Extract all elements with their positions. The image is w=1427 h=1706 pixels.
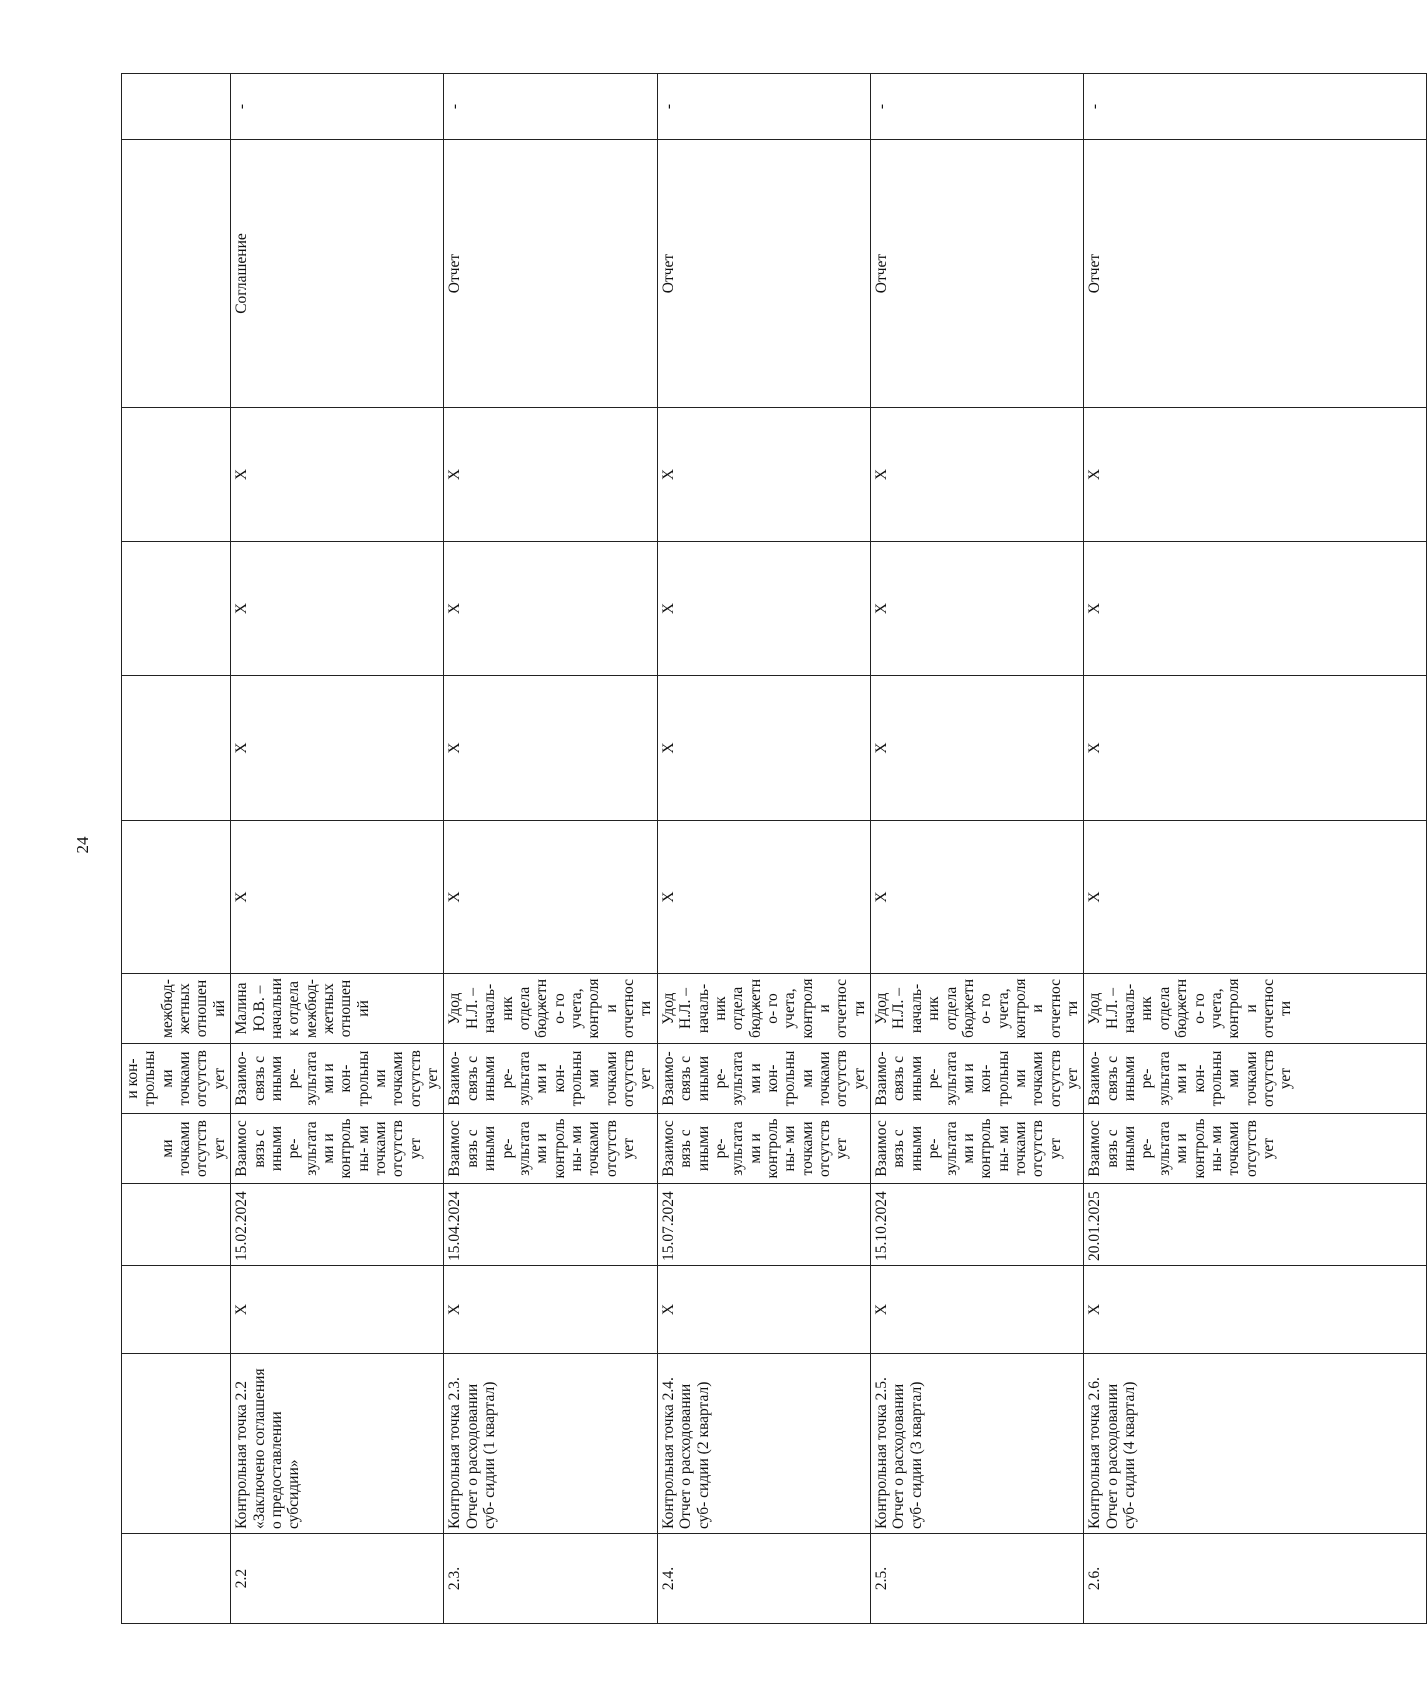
mark-cell: X xyxy=(657,676,870,821)
link-results-cell: Взаимосвязь с иными ре- зультатами и контрольны- ми точками отсутствует xyxy=(231,1114,444,1184)
control-points-table xyxy=(121,73,1427,1624)
mark-cell: X xyxy=(444,1266,657,1354)
mark-cell: X xyxy=(657,1266,870,1354)
mark-cell: X xyxy=(871,1266,1084,1354)
cell-empty xyxy=(122,1266,231,1354)
info-system-cell: - xyxy=(444,74,657,140)
link-results-cell: Взаимосвязь с иными ре- зультатами и контрольны- ми точками отсутствует xyxy=(444,1114,657,1184)
row-number: 2.2 xyxy=(231,1534,444,1624)
cell-empty xyxy=(122,408,231,542)
table-row xyxy=(444,74,657,1624)
table-row-continued-header xyxy=(122,74,231,1624)
mark-cell: X xyxy=(1084,408,1427,542)
mark-cell: X xyxy=(871,821,1084,974)
cell-empty xyxy=(122,821,231,974)
link-points-header: и кон- трольными точками отсутствует xyxy=(122,1044,231,1114)
link-points-cell: Взаимо- связь с иными ре- зультатами и кон- трольными точками отсутствует xyxy=(1084,1044,1427,1114)
mark-cell: X xyxy=(231,542,444,676)
cell-empty xyxy=(122,1354,231,1534)
deadline-date: 15.04.2024 xyxy=(444,1184,657,1266)
control-point-name: Контрольная точка 2.3. Отчет о расходовании суб- сидии (1 квартал) xyxy=(444,1354,657,1534)
cell-empty xyxy=(122,74,231,140)
link-points-cell: Взаимо- связь с иными ре- зультатами и кон- трольными точками отсутствует xyxy=(231,1044,444,1114)
mark-cell: X xyxy=(231,1266,444,1354)
row-number: 2.5. xyxy=(871,1534,1084,1624)
document-type: Соглашение xyxy=(231,140,444,408)
deadline-date: 15.07.2024 xyxy=(657,1184,870,1266)
cell-empty xyxy=(122,542,231,676)
mark-cell: X xyxy=(657,542,870,676)
table-row xyxy=(1084,74,1427,1624)
mark-cell: X xyxy=(231,408,444,542)
deadline-date: 20.01.2025 xyxy=(1084,1184,1427,1266)
mark-cell: X xyxy=(444,542,657,676)
link-results-cell: Взаимосвязь с иными ре- зультатами и контрольны- ми точками отсутствует xyxy=(871,1114,1084,1184)
info-system-cell: - xyxy=(871,74,1084,140)
link-results-cell: Взаимосвязь с иными ре- зультатами и контрольны- ми точками отсутствует xyxy=(657,1114,870,1184)
mark-cell: X xyxy=(871,408,1084,542)
control-point-name: Контрольная точка 2.5. Отчет о расходовании суб- сидии (3 квартал) xyxy=(871,1354,1084,1534)
cell-empty xyxy=(122,140,231,408)
mark-cell: X xyxy=(444,821,657,974)
cell-empty xyxy=(122,1184,231,1266)
deadline-date: 15.02.2024 xyxy=(231,1184,444,1266)
mark-cell: X xyxy=(231,821,444,974)
mark-cell: X xyxy=(444,408,657,542)
cell-empty xyxy=(122,1534,231,1624)
link-results-header: ми точками отсутствует xyxy=(122,1114,231,1184)
mark-cell: X xyxy=(1084,821,1427,974)
document-type: Отчет xyxy=(657,140,870,408)
table-row xyxy=(871,74,1084,1624)
control-point-name: Контрольная точка 2.2 «Заключено соглашения о предоставлении субсидии» xyxy=(231,1354,444,1534)
link-points-cell: Взаимо- связь с иными ре- зультатами и кон- трольными точками отсутствует xyxy=(657,1044,870,1114)
mark-cell: X xyxy=(1084,542,1427,676)
link-results-cell: Взаимосвязь с иными ре- зультатами и контрольны- ми точками отсутствует xyxy=(1084,1114,1427,1184)
responsible-cell: Удод Н.Л. – началь- ник отдела бюджетно- го учета, контроля и отчетности xyxy=(657,974,870,1044)
row-number: 2.6. xyxy=(1084,1534,1427,1624)
info-system-cell: - xyxy=(231,74,444,140)
info-system-cell: - xyxy=(657,74,870,140)
mark-cell: X xyxy=(871,676,1084,821)
mark-cell: X xyxy=(444,676,657,821)
cell-empty xyxy=(122,676,231,821)
info-system-cell: - xyxy=(1084,74,1427,140)
table-row xyxy=(231,74,444,1624)
mark-cell: X xyxy=(657,408,870,542)
document-type: Отчет xyxy=(1084,140,1427,408)
page-number: 24 xyxy=(73,836,92,854)
mark-cell: X xyxy=(1084,676,1427,821)
table-row xyxy=(657,74,870,1624)
mark-cell: X xyxy=(871,542,1084,676)
deadline-date: 15.10.2024 xyxy=(871,1184,1084,1266)
control-point-name: Контрольная точка 2.6. Отчет о расходовании суб- сидии (4 квартал) xyxy=(1084,1354,1427,1534)
responsible-cell: Удод Н.Л. – началь- ник отдела бюджетно- го учета, контроля и отчетности xyxy=(444,974,657,1044)
responsible-cell: Удод Н.Л. – началь- ник отдела бюджетно- го учета, контроля и отчетности xyxy=(1084,974,1427,1044)
row-number: 2.3. xyxy=(444,1534,657,1624)
mark-cell: X xyxy=(657,821,870,974)
link-points-cell: Взаимо- связь с иными ре- зультатами и кон- трольными точками отсутствует xyxy=(871,1044,1084,1114)
responsible-cell: Удод Н.Л. – началь- ник отдела бюджетно- го учета, контроля и отчетности xyxy=(871,974,1084,1044)
rotated-table-wrapper xyxy=(121,74,1295,1624)
responsible-header: межбюд- жетных отношений xyxy=(122,974,231,1044)
responsible-cell: Малина Ю.В. – начальник отдела межбюд- жетных отношений xyxy=(231,974,444,1044)
row-number: 2.4. xyxy=(657,1534,870,1624)
link-points-cell: Взаимо- связь с иными ре- зультатами и кон- трольными точками отсутствует xyxy=(444,1044,657,1114)
mark-cell: X xyxy=(231,676,444,821)
document-type: Отчет xyxy=(871,140,1084,408)
control-point-name: Контрольная точка 2.4. Отчет о расходовании суб- сидии (2 квартал) xyxy=(657,1354,870,1534)
mark-cell: X xyxy=(1084,1266,1427,1354)
document-type: Отчет xyxy=(444,140,657,408)
